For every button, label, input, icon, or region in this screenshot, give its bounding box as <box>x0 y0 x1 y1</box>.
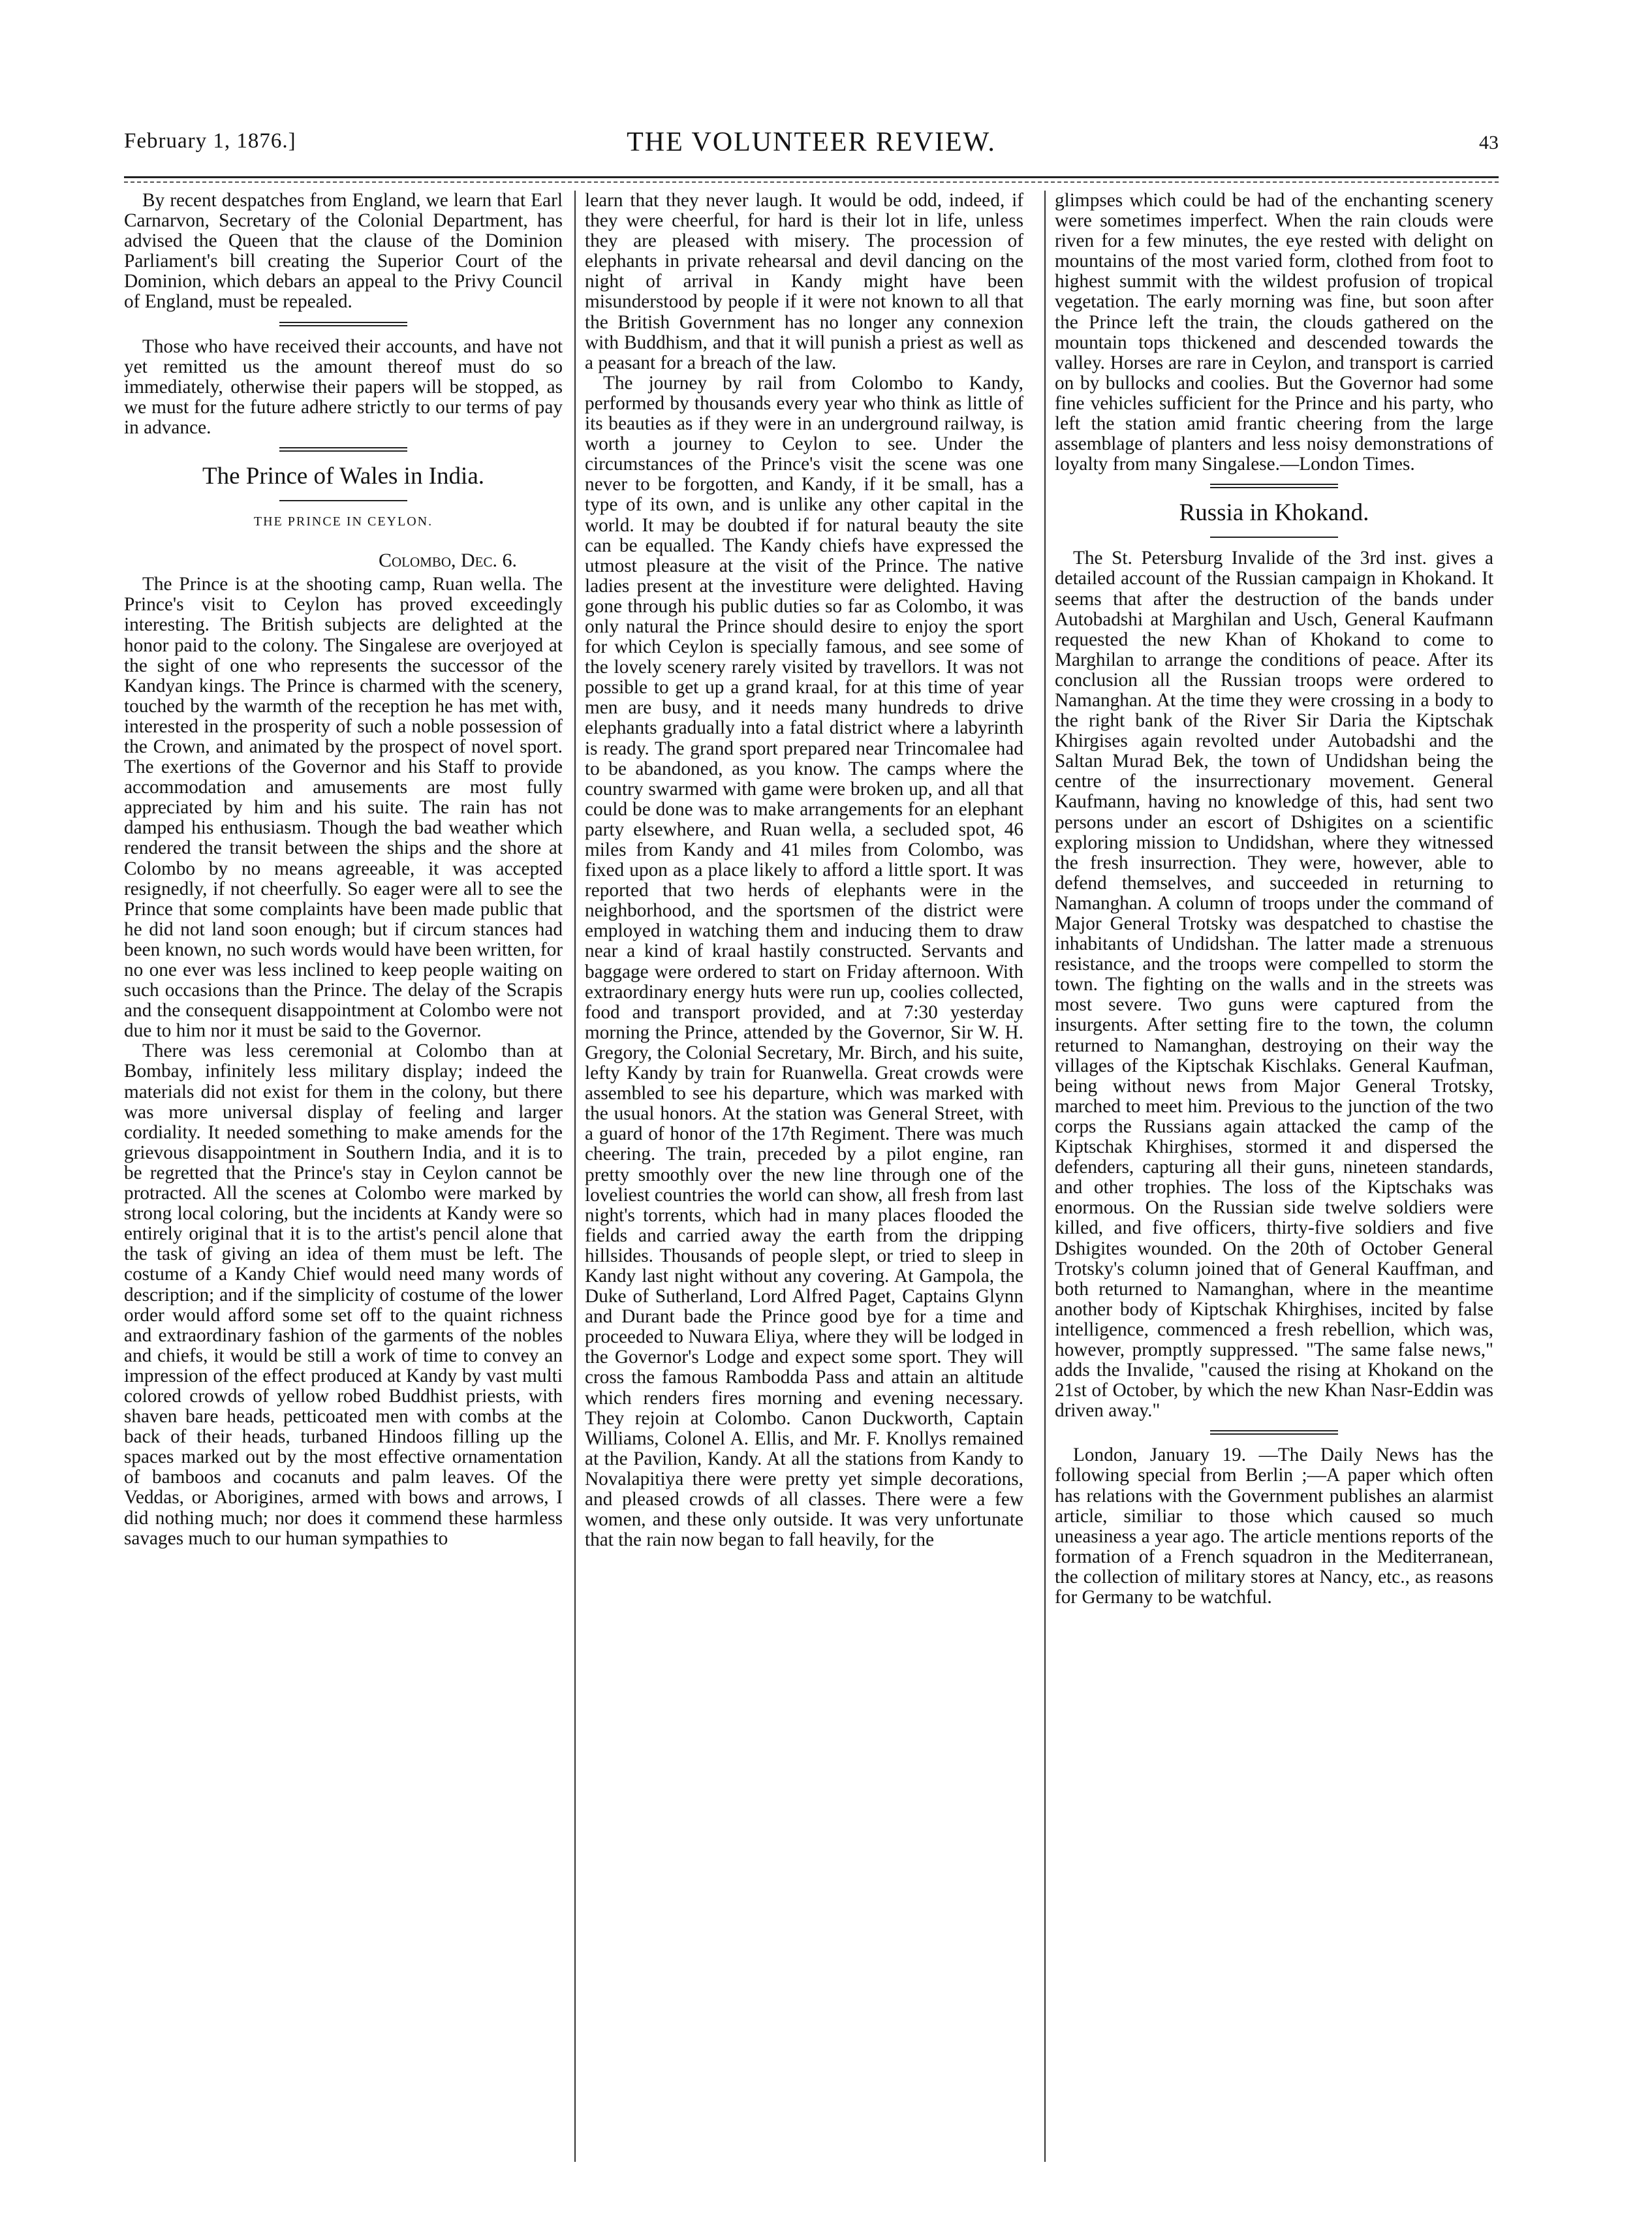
article-paragraph: The journey by rail from Colombo to Kandy, performed by thousands every year who think as little of its beauties as if they were in an underground railway, is worth a journey to Ceylon to see. Under the circumstances of the Prince's visit the scene was one never to be forgotten, and Kandy, if it be small, has a type of its own, and is unlike any other capital in the world. It may be doubted if for natural beauty the site can be equalled. The Kandy chiefs have expressed the utmost pleasure at the visit of the Prince. The native ladies present at the investiture were delighted. Having gone through his public duties so far as Colombo, it was only natural the Prince should desire to enjoy the sport for which Ceylon is specially famous, and see some of the lovely scenery rarely visited by travellors. It was not possible to get up a grand kraal, for at this time of year men are busy, and it needs many hundreds to drive elephants gradually into a fatal district where a labyrinth is ready. The grand sport prepared near Trincomalee had to be abandoned, as you know. The camps where the country swarmed with game were broken up, and all that could be done was to make arrangements for an elephant party elsewhere, and Ruan wella, a secluded spot, 46 miles from Kandy and 41 miles from Colombo, was fixed upon as a place likely to afford a little sport. It was reported that two herds of elephants were in the neighborhood, and the sportsmen of the district were employed in watching them and inducing them to draw near a kind of kraal hastily constructed. Servants and baggage were ordered to start on Friday afternoon. With extraordinary energy huts were run up, coolies collected, food and transport provided, and at 7:30 yesterday morning the Prince, attended by the Governor, Sir W. H. Gregory, the Colonial Secretary, Mr. Birch, and his suite, lefty Kandy by train for Ruanwella. Great crowds were assembled to see his departure, which was marked with the usual honors. At the station was General Street, with a guard of honor of the 17th Regiment. There was much cheering. The train, preceded by a pilot engine, ran pretty smoothly over the new line through one of the loveliest countries the world can show, all fresh from last night's torrents, which had in many places flooded the fields and carried away the earth from the dripping hillsides. Thousands of people slept, or tried to sleep in Kandy last night without any covering. At Gampola, the Duke of Sutherland, Lord Alfred Paget, Captains Glynn and Durant bade the Prince good bye for a time and proceeded to Nuwara Eliya, where they will be lodged in the Governor's Lodge and expect some sport. They will cross the famous Rambodda Pass and attain an altitude which renders fires morning and evening necessary. They rejoin at Colombo. Canon Duckworth, Captain Williams, Colonel A. Ellis, and Mr. F. Knollys remained at the Pavilion, Kandy. At all the stations from Kandy to Novalapitiya there were pretty yet simple decorations, and pleased crowds of all classes. There were a few women, and these only outside. It was very unfortunate that the rain now began to fall heavily, for the <box>585 372 1023 1551</box>
article-subtitle: THE PRINCE IN CEYLON. <box>253 514 433 529</box>
page-header <box>124 129 1499 164</box>
article-paragraph: There was less ceremonial at Colombo than at Bombay, infinitely less military display; indeed the materials did not exist for them in the colony, but there was more universal display of feeling and larger cordiality. It needed something to make amends for the grievous disappointment in Southern India, and it is to be regretted that the Prince's stay in Ceylon cannot be protracted. All the scenes at Colombo were marked by strong local coloring, but the incidents at Kandy were so entirely original that it is to the artist's pencil alone that the task of giving an idea of them must be left. The costume of a Kandy Chief would need many words of description; and if the simplicity of costume of the lower order would afford some set off to the quaint richness and extraordinary fashion of the garments of the nobles and chiefs, it would be still a work of time to convey an impression of the effect produced at Kandy by vast multi colored crowds of yellow robed Buddhist priests, with shaven bare heads, petticoated men with combs at the back of their heads, turbaned Hindoos filling up the spaces marked out by the most effective ornamentation of bamboos and cocanuts and palm leaves. Of the Veddas, or Aborigines, armed with bows and arrows, I did nothing much; nor does it commend these harmless savages much to our human sympathies to <box>124 1040 563 1549</box>
header-rule-dashed <box>124 181 1499 183</box>
column-divider <box>1044 191 1046 2162</box>
article-title: The Prince of Wales in India. <box>202 463 484 490</box>
title-rule <box>1210 537 1338 538</box>
column-2 <box>585 191 1023 1550</box>
column-divider <box>574 191 576 2162</box>
publication-title: THE VOLUNTEER REVIEW. <box>627 127 996 157</box>
dateline: Colombo, Dec. 6. <box>378 550 517 572</box>
title-rule <box>279 500 407 501</box>
article-paragraph: London, January 19. —The Daily News has the following special from Berlin ;—A paper which often has relations with the Government publishes an alarmist article, similiar to those which caused so much uneasiness a year ago. The article mentions reports of the formation of a French squadron in the Mediterranean, the collection of military stores at Nancy, etc., as reasons for Germany to be watchful. <box>1055 1444 1493 1608</box>
notice-paragraph: Those who have received their accounts, and have not yet remitted us the amount thereof must do so immediately, otherwise their papers will be stopped, as we must for the future adhere strictly to our terms of pay in advance. <box>124 336 563 438</box>
article-paragraph: learn that they never laugh. It would be odd, indeed, if they were cheerful, for hard is their lot in life, unless they are pleased with misery. The procession of elephants in private rehearsal and devil dancing on the night of arrival in Kandy might have been misunderstood by people if it were not known to all that the British Government has no longer any connexion with Buddhism, and that it will punish a priest as well as a peasant for a breach of the law. <box>585 190 1023 373</box>
article-paragraph: glimpses which could be had of the enchanting scenery were sometimes imperfect. When the rain clouds were riven for a few minutes, the eye rested with delight on mountains of the most varied form, clothed from foot to highest summit with the wildest profusion of tropical vegetation. The early morning was fine, but soon after the Prince left the train, the clouds gathered on the mountain tops thickened and descended towards the valley. Horses are rare in Ceylon, and transport is carried on by bullocks and coolies. But the Governor had some fine vehicles sufficient for the Prince and his party, who left the station amid frantic cheering from the large assemblage of planters and less noisy demonstrations of loyalty from many Singalese.—London Times. <box>1055 190 1493 475</box>
separator-rule <box>279 447 407 452</box>
article-paragraph: The St. Petersburg Invalide of the 3rd inst. gives a detailed account of the Russian campaign in Khokand. It seems that after the destruction of the bands under Autobadshi at Marghilan and Usch, General Kaufmann requested the new Khan of Khokand to come to Marghilan to arrange the conditions of peace. After its conclusion all the Russian troops were ordered to Namanghan. At the time they were crossing in a body to the right bank of the River Sir Daria the Kiptschak Khirgises again revolted under Autobadshi and the Saltan Murad Bek, the town of Undidshan being the centre of the insurrectionary movement. General Kaufmann, having no knowledge of this, had sent two persons under an escort of Dshigites on a scientific exploring mission to Undidshan, where they witnessed the fresh insurrection. They were, however, able to defend themselves, and succeeded in returning to Namanghan. A column of troops under the command of Major General Trotsky was despatched to chastise the inhabitants of Undidshan. The latter made a strenuous resistance, and the troops were compelled to storm the town. The fighting on the walls and in the streets was most severe. Two guns were captured from the insurgents. After setting fire to the town, the column returned to Namanghan, destroying on their way the villages of the Kiptschak Kischlaks. General Kaufman, being without news from Major General Trotsky, marched to meet him. Previous to the junction of the two corps the Russians again attacked the camp of the Kiptschak Khirghises, stormed it and dispersed the defenders, capturing all their guns, nineteen standards, and other trophies. The loss of the Kiptschaks was enormous. On the Russian side twelve soldiers were killed, and five officers, thirty-five soldiers and five Dshigites wounded. On the 20th of October General Trotsky's column joined that of General Kauffman, and both returned to Namanghan, where in the meantime another body of Kiptschak Khirghises, incited by false intelligence, commenced a fresh rebellion, which was, however, promptly suppressed. "The same false news," adds the Invalide, "caused the rising at Khokand on the 21st of October, by which the new Khan Nasr-Eddin was driven away." <box>1055 548 1493 1422</box>
header-rule <box>124 176 1499 178</box>
notice-paragraph: By recent despatches from England, we learn that Earl Carnarvon, Secretary of the Colonial Department, has advised the Queen that the clause of the Dominion Parliament's bill creating the Superior Court of the Dominion, which debars an appeal to the Privy Council of England, must be repealed. <box>124 190 563 313</box>
separator-rule <box>1210 484 1338 488</box>
page-number: 43 <box>1479 132 1499 153</box>
article-paragraph: The Prince is at the shooting camp, Ruan wella. The Prince's visit to Ceylon has proved exceedingly interesting. The British subjects are delighted at the honor paid to the colony. The Singalese are overjoyed at the sight of one who represents the successor of the Kandyan kings. The Prince is charmed with the scenery, touched by the warmth of the reception he has met with, interested in the prosperity of such a noble possession of the Crown, and animated by the prospect of novel sport. The exertions of the Governor and his Staff to provide accommodation and amusements are most fully appreciated by him and his suite. The rain has not damped his enthusiasm. Though the bad weather which rendered the transit between the ships and the shore at Colombo by no means agreeable, it was accepted resignedly, if not cheerfully. So eager were all to see the Prince that some complaints have been made public that he did not land soon enough; but if circum stances had been known, no such words would have been written, for no one ever was less inclined to keep people waiting on such occasions than the Prince. The delay of the Scrapis and the consequent disappointment at Colombo were not due to him nor it must be said to the Governor. <box>124 574 563 1042</box>
column-3 <box>1055 191 1493 1608</box>
separator-rule <box>1210 1430 1338 1435</box>
article-title: Russia in Khokand. <box>1179 499 1369 527</box>
column-1 <box>124 191 563 1549</box>
separator-rule <box>279 322 407 326</box>
issue-date: February 1, 1876.] <box>124 129 296 153</box>
